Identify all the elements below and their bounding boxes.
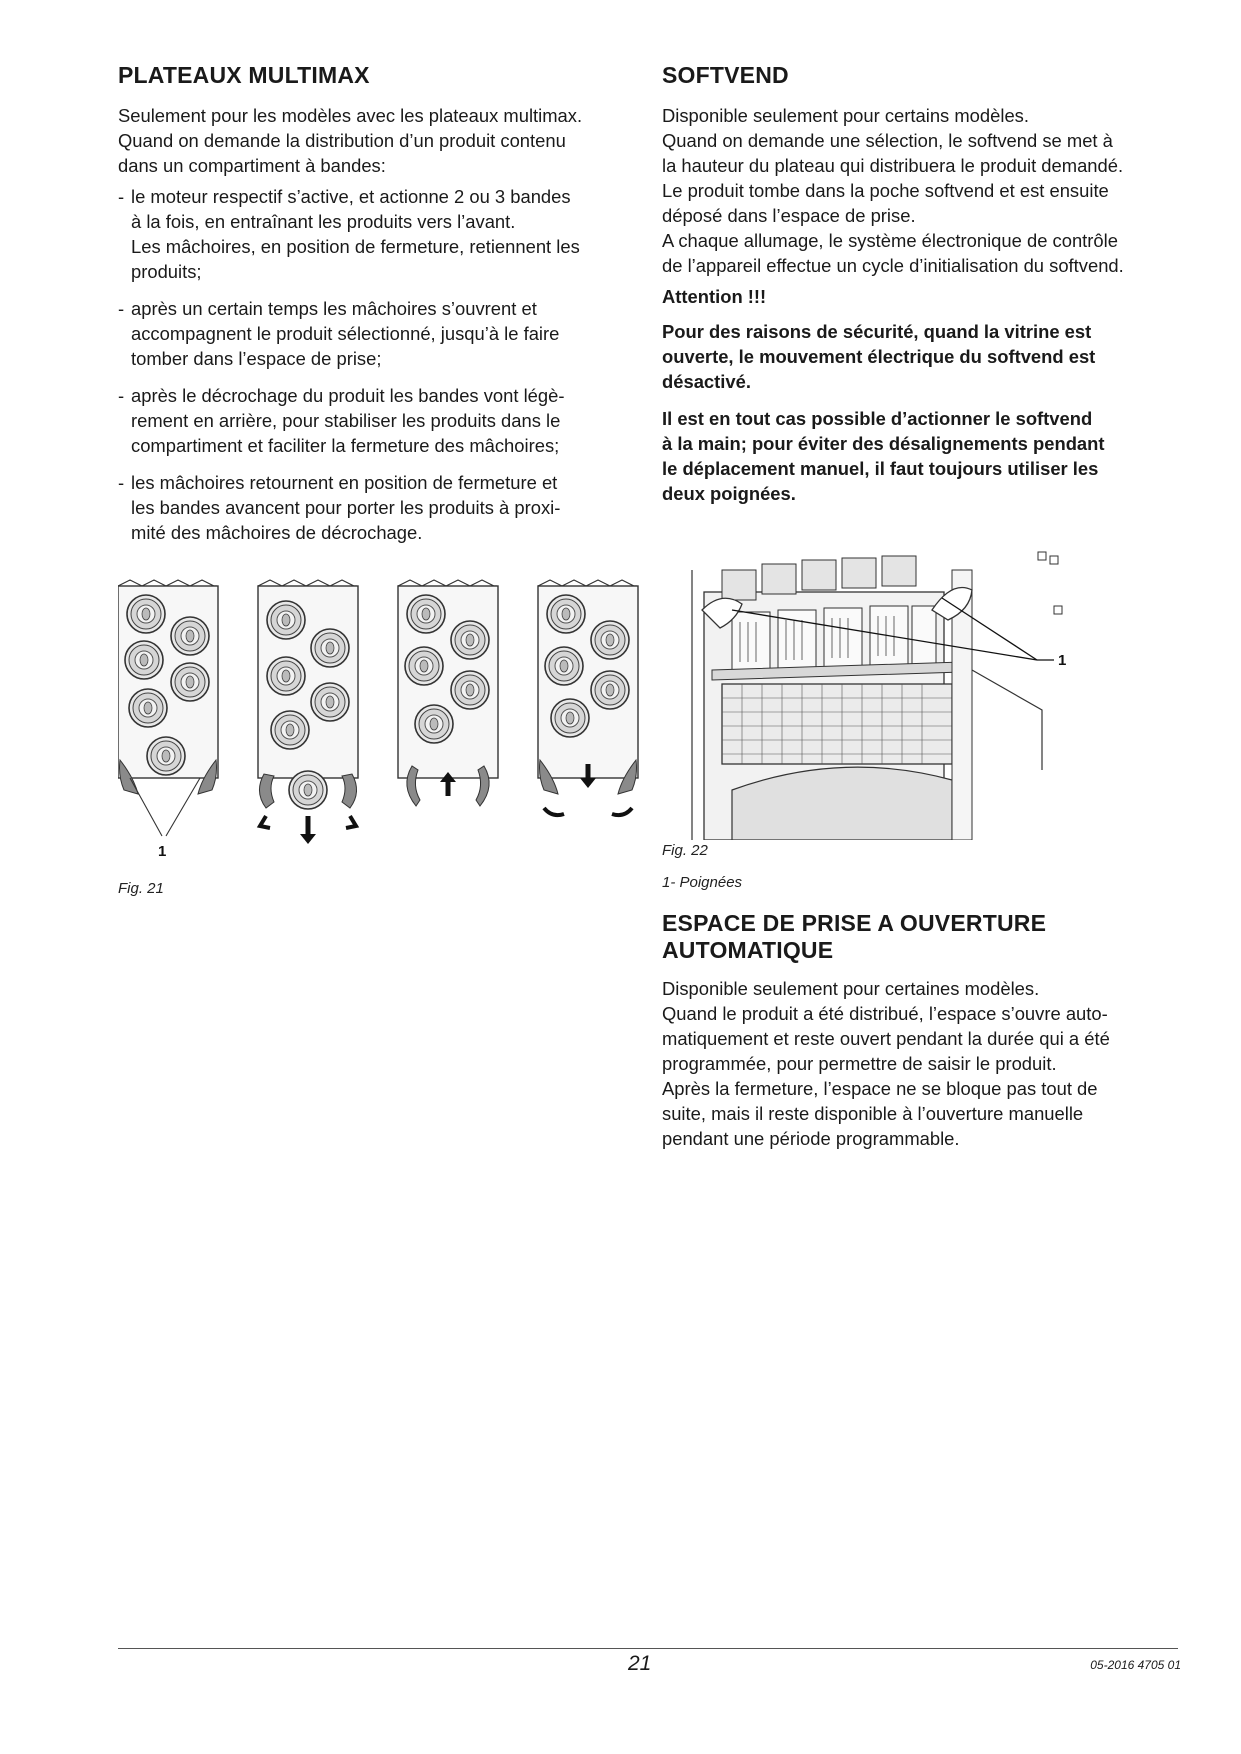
softvend-line: Quand on demande une sélection, le softvend se met à [662, 130, 1113, 151]
espace-line: suite, mais il reste disponible à l’ouverture manuelle [662, 1103, 1084, 1124]
compartment-4 [538, 580, 638, 815]
bullet-line: mité des mâchoires de décrochage. [131, 522, 423, 543]
warning-line: à la main; pour éviter des désalignements pendant [662, 433, 1105, 454]
bullet-line: le moteur respectif s’active, et actionne 2 ou 3 bandes [131, 186, 571, 207]
softvend-line: Disponible seulement pour certains modèles. [662, 105, 1029, 126]
bullet-line: compartiment et faciliter la fermeture des mâchoires; [131, 435, 560, 456]
espace-line: pendant une période programmable. [662, 1128, 960, 1149]
softvend-line: de l’appareil effectue un cycle d’initialisation du softvend. [662, 255, 1124, 276]
fig22-legend: 1- Poignées [662, 874, 743, 891]
espace-line: Quand le produit a été distribué, l’espace s’ouvre auto- [662, 1003, 1108, 1024]
compartment-3 [398, 580, 498, 806]
espace-title-line: ESPACE DE PRISE A OUVERTURE [662, 910, 1047, 936]
warning-line: le déplacement manuel, il faut toujours utiliser les [662, 458, 1099, 479]
intro-line: dans un compartiment à bandes: [118, 155, 386, 176]
bullet-line: tomber dans l’espace de prise; [131, 348, 382, 369]
bullet-line: après le décrochage du produit les bandes vont légè- [131, 385, 565, 406]
attention-heading: Attention !!! [662, 286, 767, 307]
espace-line: matiquement et reste ouvert pendant la durée qui a été [662, 1028, 1110, 1049]
bullet-item [118, 470, 638, 545]
compartment-1 [118, 580, 218, 860]
figure-21 [118, 578, 648, 897]
espace-title-line: AUTOMATIQUE [662, 937, 834, 963]
intro-line: Quand on demande la distribution d’un produit contenu [118, 130, 566, 151]
espace-line: Après la fermeture, l’espace ne se bloque pas tout de [662, 1078, 1098, 1099]
bullet-item [118, 296, 638, 371]
document-reference: 05-2016 4705 01 [1090, 1658, 1181, 1672]
warning-line: deux poignées. [662, 483, 796, 504]
bullet-line: à la fois, en entraînant les produits vers l’avant. [131, 211, 516, 232]
section-title-plateaux: PLATEAUX MULTIMAX [118, 62, 370, 88]
bullet-list [118, 184, 638, 545]
section-title-softvend: SOFTVEND [662, 62, 789, 88]
bullet-line: les mâchoires retournent en position de fermeture et [131, 472, 558, 493]
section-title-espace [662, 910, 1182, 964]
intro-line: Seulement pour les modèles avec les plateaux multimax. [118, 105, 583, 126]
espace-section [662, 910, 1182, 1151]
softvend-line: Le produit tombe dans la poche softvend et est ensuite [662, 180, 1109, 201]
bullet-line: rement en arrière, pour stabiliser les produits dans le [131, 410, 561, 431]
right-column [662, 62, 1182, 506]
page-number: 21 [628, 1652, 652, 1675]
warning-line: Il est en tout cas possible d’actionner le softvend [662, 408, 1093, 429]
warning-line: Pour des raisons de sécurité, quand la vitrine est [662, 321, 1092, 342]
espace-line: programmée, pour permettre de saisir le produit. [662, 1053, 1057, 1074]
softvend-line: déposé dans l’espace de prise. [662, 205, 916, 226]
warning-line: ouverte, le mouvement électrique du softvend est [662, 346, 1096, 367]
espace-line: Disponible seulement pour certaines modèles. [662, 978, 1040, 999]
bullet-line: Les mâchoires, en position de fermeture, retiennent les [131, 236, 580, 257]
softvend-diagram [662, 550, 1102, 840]
softvend-line: A chaque allumage, le système électronique de contrôle [662, 230, 1118, 251]
fig22-caption: Fig. 22 [662, 842, 708, 859]
figure-22 [662, 550, 1102, 840]
bullet-line: accompagnent le produit sélectionné, jusqu’à le faire [131, 323, 560, 344]
warning-line: désactivé. [662, 371, 751, 392]
softvend-line: la hauteur du plateau qui distribuera le produit demandé. [662, 155, 1124, 176]
bullet-line: les bandes avancent pour porter les produits à proxi- [131, 497, 561, 518]
fig21-caption: Fig. 21 [118, 880, 164, 897]
bullet-line: après un certain temps les mâchoires s’ouvrent et [131, 298, 537, 319]
bullet-item [118, 184, 638, 284]
footer-divider [118, 1648, 1178, 1649]
left-column [118, 62, 638, 557]
fig21-label: 1 [158, 843, 167, 860]
fig22-label: 1 [1058, 652, 1067, 669]
multimax-diagram [118, 578, 648, 878]
bullet-item [118, 383, 638, 458]
compartment-2 [258, 580, 358, 844]
bullet-line: produits; [131, 261, 202, 282]
